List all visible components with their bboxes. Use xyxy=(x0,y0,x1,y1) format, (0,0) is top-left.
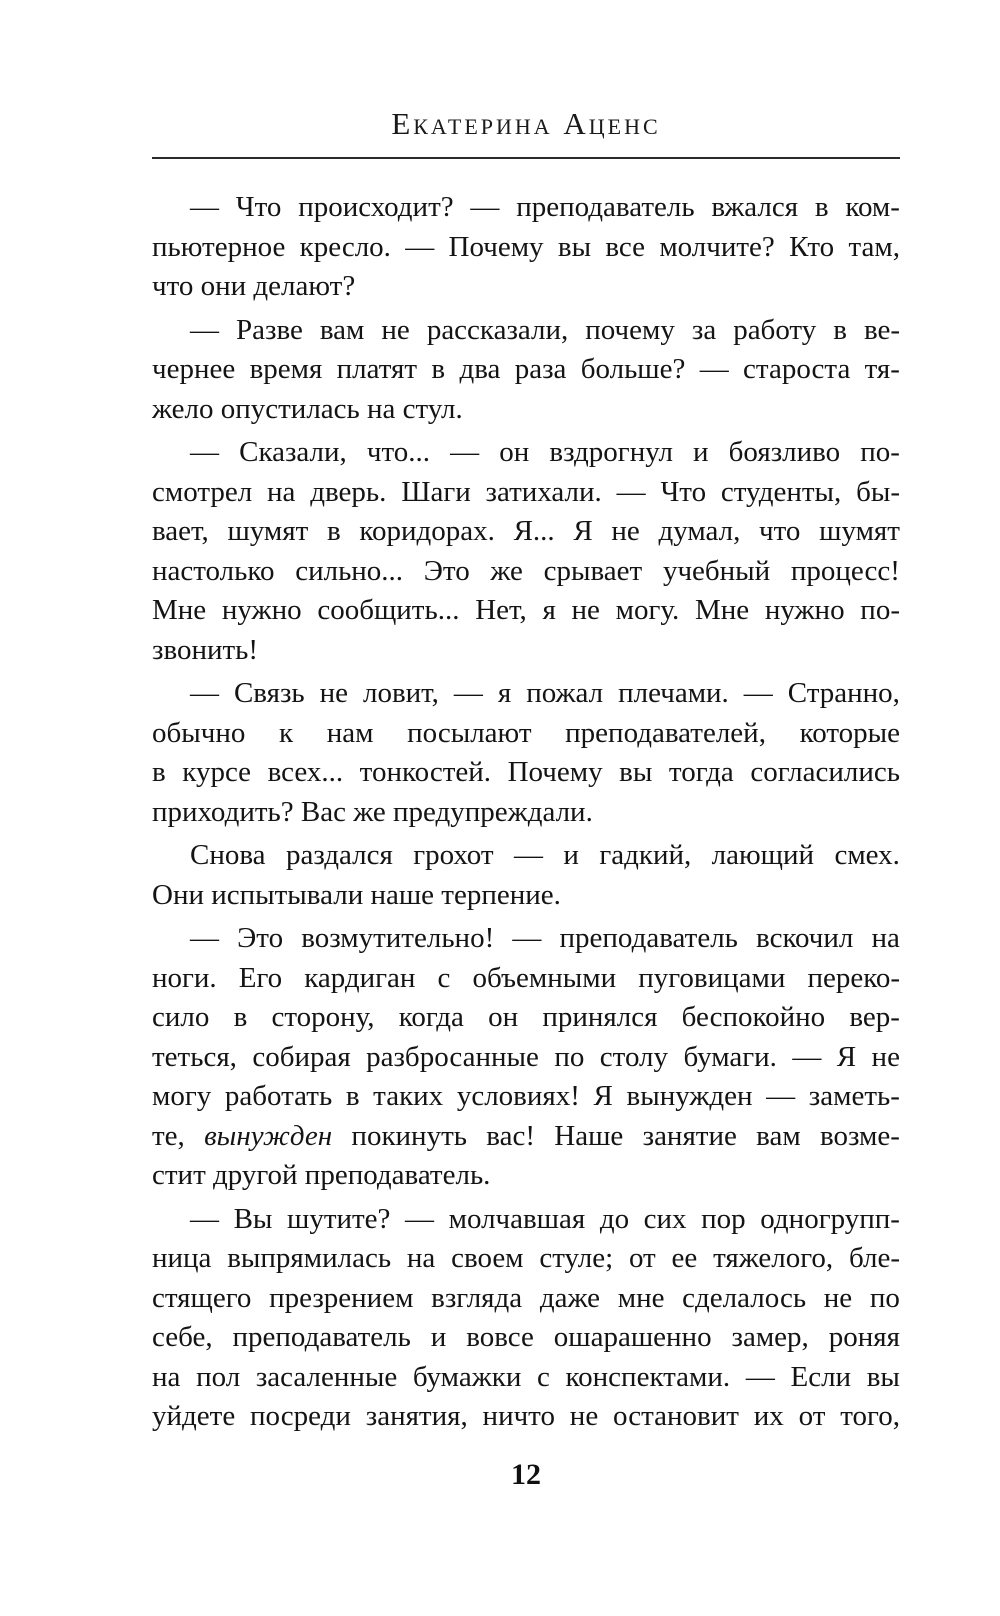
word: дверь. xyxy=(310,475,387,508)
word: Вы xyxy=(233,1202,273,1235)
word: Странно, xyxy=(787,677,900,709)
word: не xyxy=(823,1281,853,1314)
word: не xyxy=(571,594,600,626)
word: преподаватель xyxy=(559,922,738,954)
word: всех... xyxy=(267,756,344,788)
word: Сказали, xyxy=(239,436,347,468)
word: Если xyxy=(790,1360,852,1393)
word: на xyxy=(871,922,900,954)
text-line xyxy=(152,876,900,916)
text-line xyxy=(152,267,900,307)
word: в xyxy=(345,1080,360,1112)
word: — xyxy=(190,922,219,954)
text-line xyxy=(152,998,900,1038)
word: своем xyxy=(451,1242,524,1274)
word: себе, xyxy=(152,1321,213,1353)
word: к xyxy=(278,716,294,749)
word: беспокойно xyxy=(681,1001,826,1033)
word: — xyxy=(405,230,435,263)
text-segment: звонить! xyxy=(152,633,259,666)
word: пьютерное xyxy=(152,230,286,263)
word: курсе xyxy=(182,756,252,788)
word: — xyxy=(699,353,729,385)
word: даже xyxy=(539,1281,601,1314)
word: стящего xyxy=(152,1281,252,1314)
word: посылают xyxy=(407,716,532,749)
word: по- xyxy=(860,594,900,626)
word: процесс! xyxy=(790,554,900,587)
word: замер, xyxy=(731,1321,809,1353)
word: вы xyxy=(866,1360,900,1393)
word: таких xyxy=(373,1080,444,1112)
word: сторону, xyxy=(271,1001,375,1033)
word: не xyxy=(381,313,410,346)
word: вам xyxy=(319,313,365,346)
word: вжался xyxy=(711,191,799,223)
text-line xyxy=(152,228,900,268)
word: Снова xyxy=(190,839,266,871)
word: срывает xyxy=(543,554,643,587)
word: молчавшая xyxy=(448,1202,586,1235)
word: — xyxy=(792,1040,822,1073)
word: Почему xyxy=(507,756,603,788)
word: он xyxy=(499,436,530,468)
text-line xyxy=(152,674,900,714)
word: смех. xyxy=(834,839,900,871)
word: в xyxy=(152,756,166,788)
word: больше? xyxy=(580,353,686,385)
word: Что xyxy=(660,475,707,508)
word: чернее xyxy=(152,353,236,385)
word: — xyxy=(190,1202,219,1235)
word: вас! xyxy=(486,1119,535,1152)
header-rule-divider xyxy=(152,157,900,159)
word: — xyxy=(766,1080,796,1112)
word: могу xyxy=(152,1080,212,1112)
word: вздрогнул xyxy=(549,436,673,468)
word: — xyxy=(450,436,480,468)
body-text-block xyxy=(152,188,900,1437)
text-line xyxy=(152,188,900,228)
word: до xyxy=(599,1202,630,1235)
word: ошарашенно xyxy=(553,1321,712,1353)
word: студенты, xyxy=(720,475,842,508)
text-line xyxy=(152,1318,900,1358)
word: принялся xyxy=(542,1001,658,1033)
text-line xyxy=(152,1397,900,1437)
text-line xyxy=(152,1358,900,1398)
text-line xyxy=(152,1156,900,1196)
word: шумят xyxy=(227,515,309,547)
text-line xyxy=(152,512,900,552)
text-line xyxy=(152,919,900,959)
word: пор xyxy=(701,1202,746,1235)
word: тя- xyxy=(864,353,900,385)
word: вынужден xyxy=(626,1080,753,1112)
text-segment: стит другой преподаватель. xyxy=(152,1159,491,1191)
word: могу. xyxy=(615,594,680,626)
word: не xyxy=(319,677,349,709)
text-line xyxy=(152,631,900,671)
word: кардиган xyxy=(304,961,416,994)
word: нужно xyxy=(764,594,845,626)
word: раздался xyxy=(285,839,393,871)
word: время xyxy=(249,353,323,385)
word: происходит? xyxy=(298,191,454,223)
word: занятия, xyxy=(365,1400,468,1432)
word: сделалось xyxy=(682,1281,807,1314)
text-line xyxy=(152,1038,900,1078)
word: на xyxy=(152,1360,181,1393)
word: работу xyxy=(733,313,817,346)
word: с xyxy=(437,961,451,994)
word: шумят xyxy=(819,515,900,547)
word: их xyxy=(753,1400,784,1432)
word: сило xyxy=(152,1001,210,1033)
page-number: 12 xyxy=(511,1458,541,1491)
word: столу xyxy=(599,1040,669,1073)
word: мне xyxy=(617,1281,665,1314)
text-segment: Они испытывали наше терпение. xyxy=(152,878,561,911)
word: ноги. xyxy=(152,961,217,994)
word: лающий xyxy=(711,839,815,871)
text-line xyxy=(152,836,900,876)
word: возме- xyxy=(820,1119,900,1152)
word: на xyxy=(267,475,296,508)
text-line xyxy=(152,552,900,592)
word: Это xyxy=(237,922,284,954)
word: — xyxy=(745,1360,775,1393)
word: тогда xyxy=(668,756,734,788)
word: теться, xyxy=(152,1040,237,1073)
word: условиях! xyxy=(456,1080,580,1112)
word: я xyxy=(497,677,512,709)
word: Нет, xyxy=(475,594,527,626)
word: староста xyxy=(743,353,851,385)
word: Я xyxy=(836,1040,857,1073)
word: не xyxy=(871,1040,900,1073)
word: и xyxy=(693,436,709,468)
word: два xyxy=(459,353,501,385)
word: в xyxy=(814,191,829,223)
word: бы- xyxy=(856,475,900,508)
text-line xyxy=(152,350,900,390)
word: коридорах. xyxy=(359,515,495,547)
word: Это xyxy=(423,554,470,587)
word: Кто xyxy=(789,230,835,263)
word: взгляда xyxy=(431,1281,523,1314)
word: с xyxy=(537,1360,550,1393)
word: бле- xyxy=(848,1242,900,1274)
word: — xyxy=(470,191,500,223)
word: раза xyxy=(514,353,567,385)
word: ком- xyxy=(845,191,900,223)
word: презрением xyxy=(269,1281,414,1314)
text-line xyxy=(152,433,900,473)
word: собирая xyxy=(252,1040,351,1073)
word: вовсе xyxy=(466,1321,534,1353)
word: роняя xyxy=(828,1321,900,1353)
word: сообщить... xyxy=(317,594,460,626)
word: молчите? xyxy=(659,230,775,263)
word: — xyxy=(190,677,219,709)
word: грохот xyxy=(413,839,494,871)
word: Почему xyxy=(448,230,544,263)
word: переко- xyxy=(807,961,900,994)
word: одногрупп- xyxy=(760,1202,900,1235)
word: преподаватель xyxy=(516,191,695,223)
word: преподавателей, xyxy=(565,716,766,749)
word: боязливо xyxy=(728,436,841,468)
word: разбросанные xyxy=(366,1040,539,1073)
word: Мне xyxy=(694,594,750,626)
word: занятие xyxy=(642,1119,737,1152)
word: — xyxy=(514,839,543,871)
word: конспектами. xyxy=(565,1360,731,1393)
word: по xyxy=(869,1281,900,1314)
text-line xyxy=(152,959,900,999)
word: работать xyxy=(224,1080,333,1112)
word: покинуть xyxy=(351,1119,467,1152)
word: от xyxy=(798,1400,826,1432)
word: вы xyxy=(557,230,592,263)
word: — xyxy=(743,677,773,709)
word: настолько xyxy=(152,554,275,587)
word: те, xyxy=(152,1119,185,1152)
text-line xyxy=(152,1239,900,1279)
word: — xyxy=(190,436,219,468)
word: и xyxy=(430,1321,447,1353)
word: Шаги xyxy=(401,475,471,508)
text-segment: что они делают? xyxy=(152,270,356,302)
word: не xyxy=(569,1400,599,1432)
word: того, xyxy=(840,1400,900,1432)
word: кресло. xyxy=(299,230,391,263)
word: ница xyxy=(152,1242,212,1274)
text-line xyxy=(152,390,900,430)
word: когда xyxy=(398,1001,464,1033)
word: пуговицами xyxy=(638,961,786,994)
word: тяжелого, xyxy=(713,1242,834,1274)
word: смотрел xyxy=(152,475,253,508)
word: заметь- xyxy=(808,1080,900,1112)
word: Связь xyxy=(233,677,305,709)
word: посреди xyxy=(250,1400,351,1432)
word: ве- xyxy=(863,313,900,346)
word: возмутительно! xyxy=(301,922,495,954)
word: вы xyxy=(619,756,653,788)
word: не xyxy=(611,515,640,547)
text-line xyxy=(152,1200,900,1240)
word: согласились xyxy=(750,756,900,788)
word: тонкостей. xyxy=(359,756,492,788)
word: нужно xyxy=(221,594,302,626)
word: Наше xyxy=(554,1119,624,1152)
word: за xyxy=(691,313,717,346)
word: засаленные xyxy=(255,1360,398,1393)
text-line xyxy=(152,311,900,351)
word: пожал xyxy=(526,677,604,709)
word: по- xyxy=(860,436,900,468)
word: остановит xyxy=(613,1400,739,1432)
word: — xyxy=(190,313,219,346)
word: он xyxy=(488,1001,519,1033)
text-line xyxy=(152,591,900,631)
word: затихали. xyxy=(485,475,602,508)
word: плечами. xyxy=(618,677,729,709)
word: в xyxy=(431,353,446,385)
word: учебный xyxy=(662,554,771,587)
word: вает, xyxy=(152,515,209,547)
word: объемными xyxy=(472,961,617,994)
word: от xyxy=(628,1242,656,1274)
word: Что xyxy=(235,191,282,223)
word: в xyxy=(233,1001,248,1033)
text-line xyxy=(152,714,900,754)
text-line xyxy=(152,1117,900,1157)
word: бумаги. xyxy=(683,1040,777,1073)
word: Я... xyxy=(513,515,555,547)
word: выпрямилась xyxy=(227,1242,392,1274)
word: ловит, xyxy=(363,677,439,709)
word: в xyxy=(326,515,341,547)
word: думал, xyxy=(658,515,741,547)
word: гадкий, xyxy=(599,839,692,871)
text-line xyxy=(152,1077,900,1117)
word: которые xyxy=(799,716,900,749)
word: ее xyxy=(671,1242,698,1274)
word: бумажки xyxy=(412,1360,522,1393)
word: обычно xyxy=(152,716,246,749)
word: же xyxy=(490,554,523,587)
word: преподаватель xyxy=(232,1321,411,1353)
word: там, xyxy=(848,230,900,263)
word: на xyxy=(406,1242,436,1274)
word: пол xyxy=(196,1360,241,1393)
word: я xyxy=(542,594,556,626)
word: рассказали, xyxy=(426,313,569,346)
word: — xyxy=(190,191,219,223)
word: что... xyxy=(366,436,431,468)
word: по xyxy=(554,1040,585,1073)
word: Мне xyxy=(152,594,207,626)
word: что xyxy=(759,515,801,547)
word: Я xyxy=(593,1080,613,1112)
text-segment: жело опустилась на стул. xyxy=(152,392,463,425)
word: все xyxy=(605,230,645,263)
text-line xyxy=(152,793,900,833)
word: — xyxy=(405,1202,435,1235)
word: вынужден xyxy=(204,1119,333,1152)
word: ничто xyxy=(482,1400,555,1432)
word: — xyxy=(512,922,542,954)
word: в xyxy=(833,313,847,346)
word: Его xyxy=(238,961,283,994)
word: вам xyxy=(756,1119,801,1152)
text-line xyxy=(152,753,900,793)
word: — xyxy=(453,677,483,709)
word: шутите? xyxy=(286,1202,391,1235)
word: платят xyxy=(336,353,418,385)
word: — xyxy=(616,475,646,508)
word: вскочил xyxy=(756,922,854,954)
text-line xyxy=(152,473,900,513)
word: сильно... xyxy=(295,554,404,587)
word: стуле; xyxy=(539,1242,614,1274)
word: Разве xyxy=(236,313,303,346)
word: вер- xyxy=(849,1001,900,1033)
word: Я xyxy=(573,515,593,547)
text-line xyxy=(152,1279,900,1319)
running-header: Екатерина Аценс xyxy=(391,106,661,141)
text-segment: приходить? Вас же предупреждали. xyxy=(152,795,593,828)
word: почему xyxy=(585,313,675,346)
word: сих xyxy=(643,1202,687,1235)
word: нам xyxy=(326,716,374,749)
word: уйдете xyxy=(152,1400,236,1432)
word: и xyxy=(563,839,579,871)
